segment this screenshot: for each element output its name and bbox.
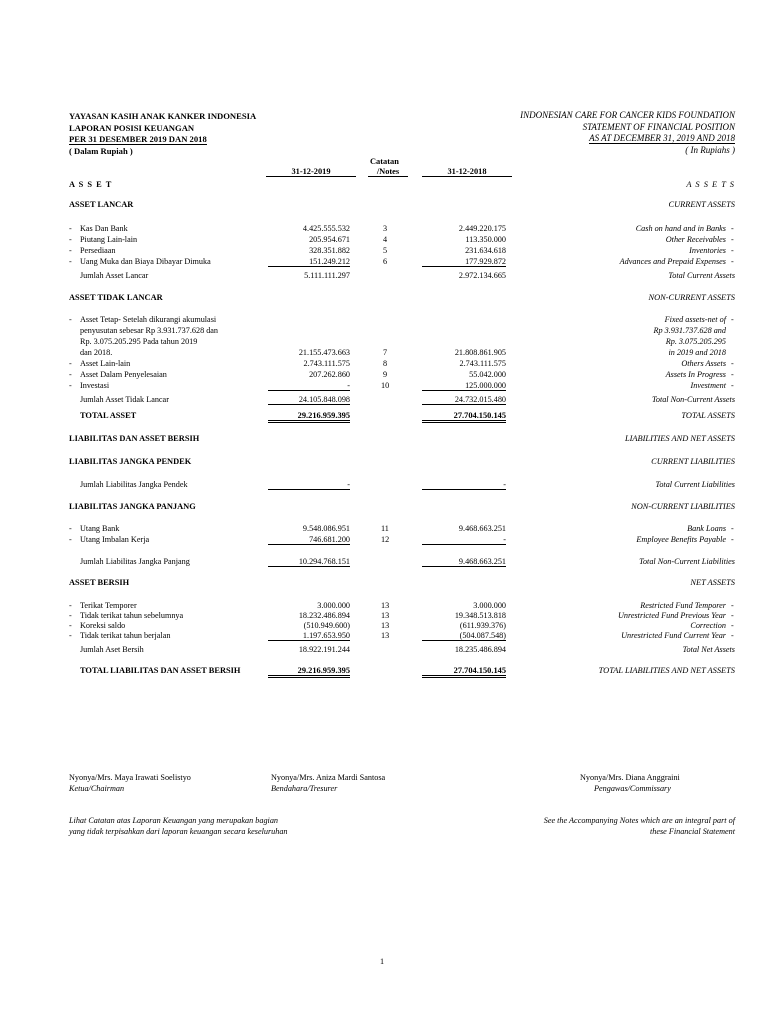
signatory-treasurer-name: Nyonya/Mrs. Aniza Mardi Santosa <box>271 773 386 782</box>
value-2018: 2.743.111.575 <box>459 359 506 368</box>
fixed-assets-2019: 21.155.473.663 <box>298 348 350 357</box>
bullet: - <box>731 359 734 368</box>
total-noncurrent-assets-2018: 24.732.015.480 <box>422 395 506 405</box>
section-asset-en: A S S E T S <box>686 180 735 189</box>
fixed-assets-label-en-3: Rp. 3.075.205.295 <box>665 337 726 346</box>
bullet: - <box>731 381 734 390</box>
bullet: - <box>731 601 734 610</box>
line-item-label-en: Others Assets <box>681 359 726 368</box>
section-noncurrent-assets-en: NON-CURRENT ASSETS <box>648 293 735 302</box>
total-current-liab-2019: - <box>268 480 350 490</box>
bullet: - <box>69 246 72 255</box>
total-current-assets-2018: 2.972.134.665 <box>458 271 506 280</box>
line-item-label: Utang Imbalan Kerja <box>80 535 150 544</box>
title-currency-en: ( In Rupiahs ) <box>685 145 735 155</box>
value-2018: 113.350.000 <box>465 235 506 244</box>
title-date: PER 31 DESEMBER 2019 DAN 2018 <box>69 134 207 144</box>
bullet: - <box>69 224 72 233</box>
total-net-assets-label-en: Total Net Assets <box>682 645 735 654</box>
bullet: - <box>731 631 734 640</box>
fixed-assets-label-en-2: Rp 3.931.737.628 and <box>653 326 726 335</box>
line-item-label-en: Cash on hand and in Banks <box>635 224 726 233</box>
value-2018: 55.042.000 <box>469 370 506 379</box>
total-noncurrent-liab-2019: 10.294.768.151 <box>268 557 350 567</box>
total-liab-net-2018: 27.704.150.145 <box>422 666 506 678</box>
value-2018: 2.449.220.175 <box>458 224 506 233</box>
bullet: - <box>69 381 72 390</box>
title-currency: ( Dalam Rupiah ) <box>69 146 133 156</box>
section-noncurrent-assets: ASSET TIDAK LANCAR <box>69 293 163 302</box>
value-2019: - <box>268 381 350 391</box>
total-asset-2019: 29.216.959.395 <box>268 411 350 423</box>
bullet: - <box>69 359 72 368</box>
total-asset-label-en: TOTAL ASSETS <box>681 411 735 420</box>
bullet: - <box>69 631 72 640</box>
bullet: - <box>731 246 734 255</box>
bullet: - <box>731 224 734 233</box>
total-liab-net-2019: 29.216.959.395 <box>268 666 350 678</box>
section-liabilities-net-assets: LIABILITAS DAN ASSET BERSIH <box>69 434 200 443</box>
note-ref: 4 <box>383 235 388 244</box>
value-2018: 3.000.000 <box>473 601 506 610</box>
line-item-label-en: Investment <box>690 381 726 390</box>
value-2018: 231.634.618 <box>465 246 506 255</box>
bullet: - <box>731 315 734 324</box>
footnote-id-1: Lihat Catatan atas Laporan Keuangan yang merupakan bagian <box>69 816 279 825</box>
line-item-label: Investasi <box>80 381 110 390</box>
section-noncurrent-liabilities-en: NON-CURRENT LIABILITIES <box>631 502 735 511</box>
line-item-label: Uang Muka dan Biaya Dibayar Dimuka <box>80 257 211 266</box>
note-ref: 13 <box>381 611 390 620</box>
section-current-liabilities-en: CURRENT LIABILITIES <box>651 457 735 466</box>
section-current-assets: ASSET LANCAR <box>69 200 134 209</box>
signatory-chairman-role: Ketua/Chairman <box>69 784 125 793</box>
title-date-en: AS AT DECEMBER 31, 2019 AND 2018 <box>589 133 735 143</box>
total-current-liab-label-en: Total Current Liabilities <box>655 480 735 489</box>
line-item-label: Tidak terikat tahun berjalan <box>80 631 171 640</box>
total-liab-net-label: TOTAL LIABILITAS DAN ASSET BERSIH <box>80 666 241 675</box>
note-ref: 13 <box>381 601 390 610</box>
bullet: - <box>69 621 72 630</box>
title-org: YAYASAN KASIH ANAK KANKER INDONESIA <box>69 111 257 121</box>
fixed-assets-label-1: Asset Tetap- Setelah dikurangi akumulasi <box>80 315 217 324</box>
bullet: - <box>731 621 734 630</box>
note-ref: 6 <box>383 257 388 266</box>
note-ref: 9 <box>383 370 388 379</box>
value-2018: (611.939.376) <box>459 621 506 630</box>
bullet: - <box>731 611 734 620</box>
note-ref: 10 <box>381 381 390 390</box>
fixed-assets-2018: 21.808.861.905 <box>454 348 506 357</box>
line-item-label: Terikat Temporer <box>80 601 137 610</box>
line-item-label: Koreksi saldo <box>80 621 126 630</box>
note-ref: 3 <box>383 224 388 233</box>
footnote-en-2: these Financial Statement <box>649 827 735 836</box>
bullet: - <box>731 257 734 266</box>
bullet: - <box>69 257 72 266</box>
col-notes-header-1: Catatan <box>370 157 399 166</box>
bullet: - <box>731 535 734 544</box>
value-2019: 151.249.212 <box>268 257 350 267</box>
total-noncurrent-assets-label-en: Total Non-Current Assets <box>652 395 735 404</box>
value-2019: 1.197.653.950 <box>268 631 350 641</box>
value-2019: 3.000.000 <box>317 601 350 610</box>
fixed-assets-label-en-4: in 2019 and 2018 <box>668 348 726 357</box>
bullet: - <box>69 611 72 620</box>
line-item-label-en: Assets In Progress <box>665 370 726 379</box>
total-noncurrent-liab-2018: 9.468.663.251 <box>422 557 506 567</box>
value-2019: 207.262.860 <box>309 370 350 379</box>
total-noncurrent-assets-2019: 24.105.848.098 <box>268 395 350 405</box>
line-item-label-en: Unrestricted Fund Current Year <box>621 631 726 640</box>
footnote-id-2: yang tidak terpisahkan dari laporan keuangan secara keseluruhan <box>69 827 288 836</box>
col-notes-header-2: /Notes <box>368 167 408 177</box>
total-asset-2018: 27.704.150.145 <box>422 411 506 423</box>
line-item-label: Piutang Lain-lain <box>80 235 138 244</box>
line-item-label-en: Employee Benefits Payable <box>636 535 726 544</box>
total-noncurrent-liab-label-en: Total Non-Current Liabilities <box>639 557 735 566</box>
line-item-label-en: Bank Loans <box>687 524 726 533</box>
value-2019: 205.954.671 <box>309 235 350 244</box>
value-2018: 177.929.872 <box>422 257 506 267</box>
note-ref: 8 <box>383 359 388 368</box>
footnote-en-1: See the Accompanying Notes which are an integral part of <box>543 816 735 825</box>
note-ref: 13 <box>381 621 390 630</box>
total-noncurrent-liab-label: Jumlah Liabilitas Jangka Panjang <box>80 557 190 566</box>
note-ref: 5 <box>383 246 388 255</box>
value-2019: 2.743.111.575 <box>303 359 350 368</box>
line-item-label-en: Correction <box>690 621 726 630</box>
total-asset-label: TOTAL ASSET <box>80 411 137 420</box>
note-ref: 12 <box>381 535 390 544</box>
signatory-chairman-name: Nyonya/Mrs. Maya Irawati Soelistyo <box>69 773 191 782</box>
signatory-treasurer-role: Bendahara/Tresurer <box>271 784 338 793</box>
title-report-en: STATEMENT OF FINANCIAL POSITION <box>582 122 735 132</box>
bullet: - <box>69 601 72 610</box>
title-org-en: INDONESIAN CARE FOR CANCER KIDS FOUNDATION <box>520 110 735 120</box>
section-net-assets: ASSET BERSIH <box>69 578 130 587</box>
section-current-assets-en: CURRENT ASSETS <box>668 200 735 209</box>
value-2019: 328.351.882 <box>309 246 350 255</box>
bullet: - <box>69 535 72 544</box>
bullet: - <box>69 235 72 244</box>
value-2018: 9.468.663.251 <box>458 524 506 533</box>
value-2018: - <box>422 535 506 545</box>
fixed-assets-label-2: penyusutan sebesar Rp 3.931.737.628 dan <box>80 326 219 335</box>
section-liabilities-net-assets-en: LIABILITIES AND NET ASSETS <box>624 434 735 443</box>
signatory-commissary-role: Pengawas/Commissary <box>594 784 671 793</box>
line-item-label-en: Inventories <box>689 246 726 255</box>
value-2019: 746.681.200 <box>268 535 350 545</box>
fixed-assets-label-4: dan 2018. <box>80 348 113 357</box>
title-report: LAPORAN POSISI KEUANGAN <box>69 123 195 133</box>
section-net-assets-en: NET ASSETS <box>690 578 735 587</box>
total-net-assets-2018: 18.235.486.894 <box>454 645 506 654</box>
page-number: 1 <box>380 957 385 966</box>
total-liab-net-label-en: TOTAL LIABILITIES AND NET ASSETS <box>598 666 735 675</box>
section-current-liabilities: LIABILITAS JANGKA PENDEK <box>69 457 192 466</box>
line-item-label-en: Other Receivables <box>665 235 726 244</box>
section-noncurrent-liabilities: LIABILITAS JANGKA PANJANG <box>69 502 196 511</box>
value-2019: 9.548.086.951 <box>302 524 350 533</box>
col-2019-header: 31-12-2019 <box>266 167 356 177</box>
bullet: - <box>731 370 734 379</box>
total-noncurrent-assets-label: Jumlah Asset Tidak Lancar <box>80 395 169 404</box>
line-item-label: Tidak terikat tahun sebelumnya <box>80 611 184 620</box>
line-item-label-en: Unrestricted Fund Previous Year <box>617 611 726 620</box>
fixed-assets-label-en-1: Fixed assets-net of <box>664 315 726 324</box>
value-2018: (504.087.548) <box>422 631 506 641</box>
value-2019: 18.232.486.894 <box>298 611 350 620</box>
line-item-label-en: Advances and Prepaid Expenses <box>619 257 726 266</box>
total-current-assets-label-en: Total Current Assets <box>668 271 735 280</box>
total-current-liab-2018: - <box>422 480 506 490</box>
value-2018: 19.348.513.818 <box>454 611 506 620</box>
bullet: - <box>731 524 734 533</box>
total-current-assets-label: Jumlah Asset Lancar <box>80 271 149 280</box>
line-item-label: Utang Bank <box>80 524 120 533</box>
line-item-label: Persediaan <box>80 246 116 255</box>
total-net-assets-2019: 18.922.191.244 <box>298 645 350 654</box>
bullet: - <box>69 315 72 324</box>
value-2018: 125.000.000 <box>422 381 506 391</box>
note-ref: 7 <box>383 348 388 357</box>
note-ref: 13 <box>381 631 390 640</box>
fixed-assets-label-3: Rp. 3.075.205.295 Pada tahun 2019 <box>80 337 198 346</box>
value-2019: 4.425.555.532 <box>302 224 350 233</box>
value-2019: (510.949.600) <box>303 621 350 630</box>
total-net-assets-label: Jumlah Aset Bersih <box>80 645 144 654</box>
line-item-label: Asset Dalam Penyelesaian <box>80 370 167 379</box>
col-2018-header: 31-12-2018 <box>422 167 512 177</box>
total-current-liab-label: Jumlah Liabilitas Jangka Pendek <box>80 480 188 489</box>
line-item-label: Asset Lain-lain <box>80 359 131 368</box>
bullet: - <box>69 524 72 533</box>
total-current-assets-2019: 5.111.111.297 <box>304 271 350 280</box>
signatory-commissary-name: Nyonya/Mrs. Diana Anggraini <box>580 773 680 782</box>
line-item-label-en: Restricted Fund Temporer <box>640 601 726 610</box>
note-ref: 11 <box>381 524 389 533</box>
line-item-label: Kas Dan Bank <box>80 224 128 233</box>
bullet: - <box>731 235 734 244</box>
section-asset: A S S E T <box>69 180 113 189</box>
bullet: - <box>69 370 72 379</box>
